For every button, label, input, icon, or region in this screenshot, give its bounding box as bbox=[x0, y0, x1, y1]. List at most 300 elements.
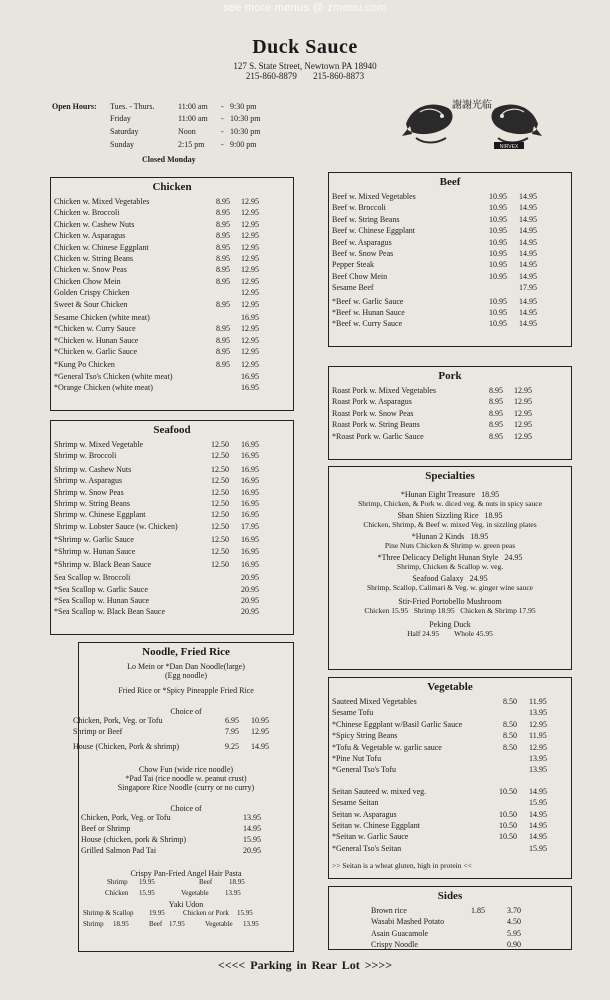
item-price-small: 10.95 bbox=[489, 214, 507, 224]
item-name: Seitan w. Chinese Eggplant bbox=[332, 820, 420, 830]
item-price-large: 12.95 bbox=[241, 231, 259, 241]
yaki-udon: Yaki Udon bbox=[168, 900, 204, 909]
item-price-small: 8.95 bbox=[216, 231, 230, 241]
item-price-small: 8.95 bbox=[489, 431, 503, 441]
menu-item bbox=[51, 254, 293, 265]
singapore-noodle: Singapore Rice Noodle (curry or no curry) bbox=[117, 783, 255, 792]
item-price-small: 12.50 bbox=[211, 451, 229, 461]
item-price-small: 10.50 bbox=[499, 820, 517, 830]
menu-item: Grilled Salmon Pad Tai 20.95 bbox=[81, 846, 261, 855]
item-price-large: 14.95 bbox=[519, 319, 537, 329]
menu-item bbox=[329, 765, 571, 776]
specialty-item: *Three Delicacy Delight Hunan Style 24.95 bbox=[377, 553, 523, 562]
item-price-large: 12.95 bbox=[514, 431, 532, 441]
item-price-small: 8.95 bbox=[216, 253, 230, 263]
item-name: *Shrimp w. Black Bean Sauce bbox=[54, 559, 152, 569]
item-name: Shrimp w. Chinese Eggplant bbox=[54, 510, 146, 520]
item-name: Shrimp w. String Beans bbox=[54, 498, 130, 508]
menu-item bbox=[51, 372, 293, 383]
chicken-list bbox=[51, 197, 293, 395]
item-price-small: 8.95 bbox=[489, 420, 503, 430]
item-price-small: 8.95 bbox=[216, 208, 230, 218]
menu-item bbox=[329, 386, 571, 397]
choice-of: Choice of bbox=[170, 707, 202, 716]
item-price-large: 16.95 bbox=[241, 535, 259, 545]
pad-tai: *Pad Tai (rice noodle w. peanut crust) bbox=[125, 774, 247, 783]
item-name: *Sea Scallop w. Black Bean Sauce bbox=[54, 607, 166, 617]
item-price-large: 14.95 bbox=[529, 786, 547, 796]
menu-item bbox=[51, 220, 293, 231]
menu-item bbox=[329, 754, 571, 765]
menu-item bbox=[329, 906, 571, 917]
item-price-large: 14.95 bbox=[519, 260, 537, 270]
item-price-small: 8.95 bbox=[216, 347, 230, 357]
menu-item bbox=[329, 238, 571, 249]
menu-item bbox=[329, 787, 571, 798]
item-price-large: 12.95 bbox=[241, 299, 259, 309]
menu-item bbox=[329, 283, 571, 294]
sides-list bbox=[329, 906, 571, 952]
item-price-small: 12.50 bbox=[211, 521, 229, 531]
menu-item bbox=[51, 499, 293, 510]
item-name: *General Tso's Chicken (white meat) bbox=[54, 371, 173, 381]
beef-list bbox=[329, 192, 571, 331]
menu-item bbox=[329, 832, 571, 843]
item-name: *Beef w. Garlic Sauce bbox=[332, 296, 404, 306]
menu-item bbox=[51, 197, 293, 208]
item-price-large: 15.95 bbox=[529, 843, 547, 853]
specialty-prices: Chicken 15.95 Shrimp 18.95 Chicken & Shrimp 17.95 bbox=[364, 606, 536, 615]
item-name: Chicken w. Broccoli bbox=[54, 208, 120, 218]
item-price-large: 12.95 bbox=[241, 208, 259, 218]
item-name: *Pine Nut Tofu bbox=[332, 753, 382, 763]
seafood-section bbox=[50, 420, 294, 635]
item-name: *Shrimp w. Garlic Sauce bbox=[54, 535, 134, 545]
item-price-large: 14.95 bbox=[529, 832, 547, 842]
item-price-large: 12.95 bbox=[529, 719, 547, 729]
item-name: Shrimp w. Asparagus bbox=[54, 476, 123, 486]
menu-item bbox=[51, 347, 293, 358]
item-price-small: 12.50 bbox=[211, 440, 229, 449]
item-name: *Chinese Eggplant w/Basil Garlic Sauce bbox=[332, 719, 463, 729]
item-price-small: 8.50 bbox=[503, 697, 517, 706]
menu-item bbox=[329, 798, 571, 809]
item-price-small: 8.95 bbox=[489, 408, 503, 418]
item-price-small: 8.95 bbox=[216, 265, 230, 275]
item-name: Sesame Tofu bbox=[332, 708, 374, 718]
menu-item bbox=[51, 451, 293, 462]
item-price-small: 12.50 bbox=[211, 498, 229, 508]
menu-item: Shrimp & Scallop 19.95 Chicken or Pork 15.95 bbox=[83, 909, 253, 917]
menu-item bbox=[51, 596, 293, 607]
item-price-small: 10.95 bbox=[489, 237, 507, 247]
item-price-small: 12.50 bbox=[211, 487, 229, 497]
menu-item: House (Chicken, Pork & shrimp) 9.25 14.95 bbox=[73, 742, 269, 751]
item-name: *Shrimp w. Hunan Sauce bbox=[54, 546, 136, 556]
item-name: Sauteed Mixed Vegetables bbox=[332, 697, 417, 706]
item-price-large: 4.50 bbox=[507, 917, 521, 927]
menu-item bbox=[329, 308, 571, 319]
parking-note: <<<< Parking in Rear Lot >>>> bbox=[217, 958, 393, 972]
item-price-large: 11.95 bbox=[529, 731, 547, 741]
item-name: Beef w. Chinese Eggplant bbox=[332, 226, 416, 236]
specialties-section bbox=[328, 466, 572, 670]
item-price-small: 12.50 bbox=[211, 510, 229, 520]
item-price-small: 10.95 bbox=[489, 296, 507, 306]
specialty-item: *Hunan Eight Treasure 18.95 bbox=[400, 490, 500, 499]
item-name: *Orange Chicken (white meat) bbox=[54, 383, 153, 393]
item-price-large: 14.95 bbox=[519, 203, 537, 213]
item-name: *Sea Scallop w. Hunan Sauce bbox=[54, 596, 150, 606]
item-price-large: 3.70 bbox=[507, 906, 521, 915]
pork-section bbox=[328, 366, 572, 460]
menu-item bbox=[51, 560, 293, 571]
item-price-large: 0.90 bbox=[507, 940, 521, 950]
item-price-small: 10.50 bbox=[499, 809, 517, 819]
menu-item bbox=[51, 488, 293, 499]
menu-item bbox=[329, 260, 571, 271]
noodle-section bbox=[73, 642, 294, 952]
item-price-small: 10.50 bbox=[499, 786, 517, 796]
menu-item bbox=[329, 226, 571, 237]
menu-item bbox=[51, 360, 293, 371]
item-name: Shrimp w. Mixed Vegetable bbox=[54, 440, 144, 449]
specialty-desc: Shrimp, Chicken, & Pork w. diced veg. & nuts in spicy sauce bbox=[358, 499, 542, 508]
phone-2: 215-860-8873 bbox=[313, 71, 365, 81]
item-price-large: 12.95 bbox=[241, 335, 259, 345]
item-price-large: 15.95 bbox=[529, 798, 547, 808]
menu-item bbox=[51, 300, 293, 311]
menu-item bbox=[329, 215, 571, 226]
item-price-small: 10.95 bbox=[489, 260, 507, 270]
item-name: Chicken w. String Beans bbox=[54, 253, 134, 263]
item-price-large: 16.95 bbox=[241, 476, 259, 486]
fried-rice: Fried Rice or *Spicy Pineapple Fried Rice bbox=[118, 686, 254, 695]
section-title: Specialties bbox=[425, 470, 475, 482]
item-price-large: 12.95 bbox=[241, 360, 259, 370]
item-name: Chicken w. Cashew Nuts bbox=[54, 219, 135, 229]
item-price-large: 14.95 bbox=[519, 214, 537, 224]
item-name: Roast Pork w. Mixed Vegetables bbox=[332, 386, 436, 395]
item-name: *Tofu & Vegetable w. garlic sauce bbox=[332, 742, 442, 752]
item-price-large: 14.95 bbox=[519, 192, 537, 201]
item-price-large: 13.95 bbox=[529, 753, 547, 763]
menu-item bbox=[329, 203, 571, 214]
item-price-large: 16.95 bbox=[241, 546, 259, 556]
watermark: see more menus @ zmenu.com bbox=[223, 2, 387, 14]
menu-item bbox=[329, 743, 571, 754]
section-title: Sides bbox=[437, 890, 463, 902]
menu-item bbox=[329, 844, 571, 855]
menu-item bbox=[51, 510, 293, 521]
item-price-large: 12.95 bbox=[241, 219, 259, 229]
seitan-note: >> Seitan is a wheat gluten, high in protein << bbox=[332, 861, 472, 871]
menu-item bbox=[51, 522, 293, 533]
menu-item: Chicken, Pork, Veg. or Tofu 13.95 bbox=[81, 813, 261, 822]
menu-item: Beef or Shrimp 14.95 bbox=[81, 824, 261, 833]
item-price-large: 12.95 bbox=[241, 265, 259, 275]
menu-item bbox=[51, 573, 293, 584]
menu-item bbox=[329, 929, 571, 940]
menu-item bbox=[51, 313, 293, 324]
item-price-large: 16.95 bbox=[241, 440, 259, 449]
item-price-small: 8.95 bbox=[216, 299, 230, 309]
item-price-large: 12.95 bbox=[241, 276, 259, 286]
svg-text:NIRVEX: NIRVEX bbox=[499, 144, 519, 150]
restaurant-name: Duck Sauce bbox=[252, 36, 358, 58]
section-title: Beef bbox=[439, 176, 461, 188]
menu-item bbox=[329, 192, 571, 203]
item-price-small: 10.95 bbox=[489, 226, 507, 236]
item-price-large: 14.95 bbox=[519, 237, 537, 247]
item-price-large: 20.95 bbox=[241, 584, 259, 594]
section-title: Seafood bbox=[153, 424, 191, 436]
item-name: Beef w. Mixed Vegetables bbox=[332, 192, 416, 201]
menu-item bbox=[329, 821, 571, 832]
item-name: *Chicken w. Garlic Sauce bbox=[54, 347, 138, 357]
item-name: Sweet & Sour Chicken bbox=[54, 299, 128, 309]
menu-item bbox=[329, 272, 571, 283]
specialty-item: *Hunan 2 Kinds 18.95 bbox=[411, 532, 489, 541]
sides-section bbox=[328, 886, 572, 950]
item-price-large: 20.95 bbox=[241, 573, 259, 583]
specialty-desc: Pine Nuts Chicken & Shrimp w. green peas bbox=[384, 541, 516, 550]
menu-item bbox=[51, 383, 293, 394]
item-name: *Beef w. Hunan Sauce bbox=[332, 307, 405, 317]
item-name: *Chicken w. Hunan Sauce bbox=[54, 335, 139, 345]
menu-item bbox=[51, 288, 293, 299]
chow-fun: Chow Fun (wide rice noodle) bbox=[138, 765, 234, 774]
hours-label: Open Hours: bbox=[52, 102, 97, 111]
item-price-large: 20.95 bbox=[241, 596, 259, 606]
item-name: Roast Pork w. Snow Peas bbox=[332, 408, 414, 418]
item-name: Seitan Sauteed w. mixed veg. bbox=[332, 786, 427, 796]
menu-item bbox=[51, 585, 293, 596]
item-name: *General Tso's Tofu bbox=[332, 765, 397, 775]
menu-item bbox=[329, 319, 571, 330]
item-name: *Sea Scallop w. Garlic Sauce bbox=[54, 584, 148, 594]
menu-item bbox=[51, 208, 293, 219]
menu-item bbox=[329, 708, 571, 719]
specialty-desc: Chicken, Shrimp, & Beef w. mixed Veg. in sizzling plates bbox=[363, 520, 537, 529]
item-price-small: 8.95 bbox=[216, 276, 230, 286]
item-price-large: 14.95 bbox=[519, 226, 537, 236]
menu-header bbox=[0, 36, 610, 81]
item-name: Golden Crispy Chicken bbox=[54, 288, 130, 298]
item-name: Beef w. Broccoli bbox=[332, 203, 386, 213]
menu-item bbox=[329, 297, 571, 308]
item-price-small: 12.50 bbox=[211, 559, 229, 569]
vegetable-section bbox=[328, 677, 572, 879]
item-price-large: 17.95 bbox=[241, 521, 259, 531]
koi-fish-logo bbox=[402, 86, 542, 152]
address: 127 S. State Street, Newtown PA 18940 bbox=[233, 61, 377, 71]
item-name: Crispy Noodle bbox=[371, 940, 418, 950]
item-name: Chicken w. Snow Peas bbox=[54, 265, 127, 275]
lo-mein: Lo Mein or *Dan Dan Noodle(large) bbox=[127, 662, 245, 671]
item-name: *Beef w. Curry Sauce bbox=[332, 319, 403, 329]
section-title: Vegetable bbox=[427, 681, 473, 693]
item-price-small: 8.95 bbox=[216, 197, 230, 206]
item-price-large: 16.95 bbox=[241, 371, 259, 381]
menu-item bbox=[329, 917, 571, 928]
item-price-large: 14.95 bbox=[529, 820, 547, 830]
beef-section bbox=[328, 172, 572, 347]
menu-item bbox=[51, 277, 293, 288]
item-price-large: 12.95 bbox=[514, 420, 532, 430]
item-price-small: 12.50 bbox=[211, 464, 229, 474]
item-price-small: 8.95 bbox=[216, 335, 230, 345]
specialty-prices: Half 24.95 Whole 45.95 bbox=[407, 629, 493, 638]
menu-item bbox=[329, 397, 571, 408]
item-price-large: 12.95 bbox=[514, 397, 532, 407]
svg-text:謝謝光临: 謝謝光临 bbox=[452, 100, 492, 111]
menu-item bbox=[329, 432, 571, 443]
item-price-large: 12.95 bbox=[241, 324, 259, 334]
item-name: Wasabi Mashed Potato bbox=[371, 917, 445, 927]
menu-item bbox=[329, 420, 571, 431]
section-title: Chicken bbox=[152, 181, 192, 193]
menu-item: Shrimp 18.95 Beef 17.95 Vegetable 13.95 bbox=[83, 920, 259, 928]
item-name: *Spicy String Beans bbox=[332, 731, 398, 741]
item-name: *General Tso's Seitan bbox=[332, 843, 402, 853]
menu-item bbox=[51, 607, 293, 618]
menu-item: House (chicken, pork & Shrimp) 15.95 bbox=[81, 835, 261, 844]
item-name: Sesame Chicken (white meat) bbox=[54, 312, 150, 322]
item-price-large: 14.95 bbox=[519, 296, 537, 306]
pork-list bbox=[329, 386, 571, 443]
closed-monday: Closed Monday bbox=[142, 155, 196, 164]
item-price-large: 16.95 bbox=[241, 510, 259, 520]
item-name: Seitan w. Asparagus bbox=[332, 809, 397, 819]
chicken-section bbox=[50, 177, 294, 411]
phones bbox=[0, 71, 610, 81]
angel-hair: Crispy Pan-Fried Angel Hair Pasta bbox=[130, 869, 242, 878]
menu-item: Chicken 15.95 Vegetable 13.95 bbox=[105, 889, 241, 897]
menu-item bbox=[51, 465, 293, 476]
specialty-item: Stir-Fried Portobello Mushroom bbox=[398, 597, 502, 606]
item-price-small: 8.95 bbox=[216, 242, 230, 252]
item-price-large: 20.95 bbox=[241, 607, 259, 617]
item-price-small: 10.95 bbox=[489, 192, 507, 201]
item-price-small: 8.50 bbox=[503, 731, 517, 741]
item-price-large: 16.95 bbox=[241, 559, 259, 569]
menu-item: Shrimp or Beef 7.95 12.95 bbox=[73, 727, 269, 736]
item-price-large: 12.95 bbox=[241, 197, 259, 206]
menu-item bbox=[329, 409, 571, 420]
item-price-large: 16.95 bbox=[241, 498, 259, 508]
menu-item bbox=[329, 810, 571, 821]
item-name: Beef w. String Beans bbox=[332, 214, 400, 224]
item-price-large: 12.95 bbox=[241, 253, 259, 263]
menu-item bbox=[329, 249, 571, 260]
item-price-small: 1.85 bbox=[471, 906, 485, 915]
egg-noodle-note: (Egg noodle) bbox=[165, 671, 207, 680]
menu-item bbox=[51, 231, 293, 242]
item-price-large: 14.95 bbox=[519, 271, 537, 281]
item-price-large: 14.95 bbox=[519, 307, 537, 317]
item-price-large: 12.95 bbox=[241, 288, 259, 298]
item-name: Shrimp w. Cashew Nuts bbox=[54, 464, 132, 474]
item-price-small: 8.95 bbox=[216, 360, 230, 370]
item-name: Chicken w. Asparagus bbox=[54, 231, 126, 241]
item-price-large: 12.95 bbox=[241, 242, 259, 252]
item-price-small: 10.95 bbox=[489, 307, 507, 317]
item-name: Chicken Chow Mein bbox=[54, 276, 121, 286]
menu-item bbox=[329, 720, 571, 731]
choice-of: Choice of bbox=[170, 804, 202, 813]
item-price-large: 12.95 bbox=[529, 742, 547, 752]
item-price-small: 10.95 bbox=[489, 271, 507, 281]
item-name: Chicken w. Chinese Eggplant bbox=[54, 242, 149, 252]
item-price-small: 8.95 bbox=[489, 397, 503, 407]
item-name: Chicken w. Mixed Vegetables bbox=[54, 197, 150, 206]
item-name: Brown rice bbox=[371, 906, 407, 915]
item-name: Sea Scallop w. Broccoli bbox=[54, 573, 131, 583]
item-price-small: 10.50 bbox=[499, 832, 517, 842]
item-price-large: 14.95 bbox=[529, 809, 547, 819]
menu-item bbox=[51, 243, 293, 254]
menu-item bbox=[51, 324, 293, 335]
item-name: Shrimp w. Snow Peas bbox=[54, 487, 124, 497]
item-price-large: 5.95 bbox=[507, 928, 521, 938]
menu-item bbox=[329, 697, 571, 708]
specialty-item: Peking Duck bbox=[429, 620, 471, 629]
vegetable-list bbox=[329, 697, 571, 777]
menu-item bbox=[51, 547, 293, 558]
item-name: Shrimp w. Lobster Sauce (w. Chicken) bbox=[54, 521, 178, 531]
menu-item bbox=[329, 731, 571, 742]
item-name: *Seitan w. Garlic Sauce bbox=[332, 832, 409, 842]
item-price-small: 8.95 bbox=[489, 386, 503, 395]
item-price-large: 16.95 bbox=[241, 487, 259, 497]
item-name: Sesame Seitan bbox=[332, 798, 379, 808]
item-price-large: 13.95 bbox=[529, 708, 547, 718]
item-name: Beef w. Snow Peas bbox=[332, 248, 394, 258]
menu-item bbox=[51, 336, 293, 347]
item-name: Asain Guacamole bbox=[371, 928, 429, 938]
menu-item bbox=[51, 440, 293, 451]
item-price-large: 12.95 bbox=[514, 408, 532, 418]
item-name: *Kung Po Chicken bbox=[54, 360, 115, 370]
menu-item bbox=[51, 265, 293, 276]
section-title: Noodle, Fried Rice bbox=[142, 646, 230, 658]
item-price-small: 12.50 bbox=[211, 476, 229, 486]
item-price-large: 12.95 bbox=[241, 347, 259, 357]
item-price-large: 16.95 bbox=[241, 451, 259, 461]
menu-item bbox=[51, 476, 293, 487]
seafood-list bbox=[51, 440, 293, 619]
item-price-large: 14.95 bbox=[519, 248, 537, 258]
item-name: Pepper Steak bbox=[332, 260, 374, 270]
item-name: Roast Pork w. Asparagus bbox=[332, 397, 412, 407]
menu-item bbox=[51, 535, 293, 546]
item-name: Roast Pork w. String Beans bbox=[332, 420, 420, 430]
item-price-large: 16.95 bbox=[241, 464, 259, 474]
item-price-small: 10.95 bbox=[489, 319, 507, 329]
menu-item: Shrimp 19.95 Beef 18.95 bbox=[107, 878, 245, 886]
section-title: Pork bbox=[438, 370, 462, 382]
item-name: Sesame Beef bbox=[332, 283, 374, 293]
menu-item: Chicken, Pork, Veg. or Tofu 6.95 10.95 bbox=[73, 716, 269, 725]
item-price-large: 16.95 bbox=[241, 383, 259, 393]
item-price-small: 12.50 bbox=[211, 535, 229, 545]
item-price-large: 17.95 bbox=[519, 283, 537, 293]
item-price-small: 12.50 bbox=[211, 546, 229, 556]
item-name: Shrimp w. Broccoli bbox=[54, 451, 117, 461]
item-price-large: 11.95 bbox=[529, 697, 547, 706]
item-name: *Chicken w. Curry Sauce bbox=[54, 324, 136, 334]
